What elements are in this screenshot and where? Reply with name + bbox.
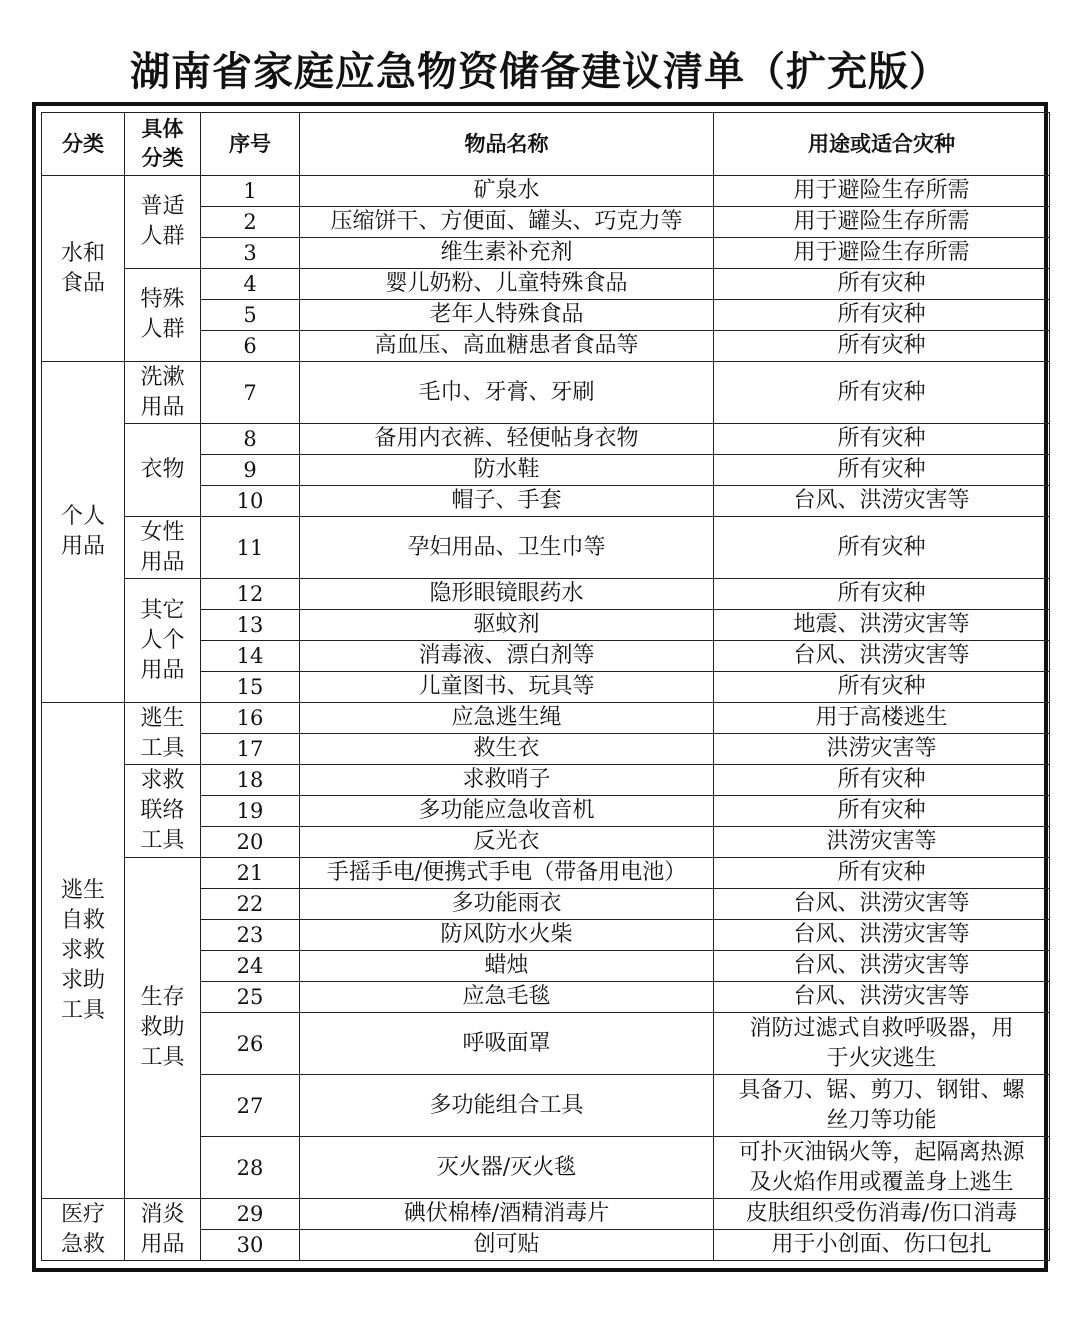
item-use: 所有灾种 [714, 300, 1050, 331]
row-number: 10 [201, 486, 300, 517]
header-item: 物品名称 [300, 113, 714, 176]
item-name: 备用内衣裤、轻便帖身衣物 [300, 424, 714, 455]
item-name: 多功能雨衣 [300, 889, 714, 920]
item-use: 地震、洪涝灾害等 [714, 610, 1050, 641]
item-use: 用于高楼逃生 [714, 703, 1050, 734]
item-name: 压缩饼干、方便面、罐头、巧克力等 [300, 207, 714, 238]
row-number: 26 [201, 1013, 300, 1075]
item-name: 灭火器/灭火毯 [300, 1137, 714, 1199]
subcategory-female: 女性 用品 [125, 517, 201, 579]
item-name: 高血压、高血糖患者食品等 [300, 331, 714, 362]
item-use: 用于小创面、伤口包扎 [714, 1230, 1050, 1261]
item-name: 矿泉水 [300, 176, 714, 207]
item-use: 用于避险生存所需 [714, 207, 1050, 238]
row-number: 11 [201, 517, 300, 579]
row-number: 21 [201, 858, 300, 889]
row-number: 9 [201, 455, 300, 486]
item-use: 所有灾种 [714, 858, 1050, 889]
header-index: 序号 [201, 113, 300, 176]
item-name: 应急逃生绳 [300, 703, 714, 734]
row-number: 5 [201, 300, 300, 331]
table-row [42, 765, 1050, 796]
row-number: 14 [201, 641, 300, 672]
item-name: 儿童图书、玩具等 [300, 672, 714, 703]
item-name: 手摇手电/便携式手电（带备用电池） [300, 858, 714, 889]
item-name: 应急毛毯 [300, 982, 714, 1013]
header-subcategory: 具体 分类 [125, 113, 201, 176]
item-use: 所有灾种 [714, 269, 1050, 300]
item-use: 所有灾种 [714, 579, 1050, 610]
item-name: 求救哨子 [300, 765, 714, 796]
category-food: 水和 食品 [42, 176, 125, 362]
item-use: 台风、洪涝灾害等 [714, 982, 1050, 1013]
subcategory-general: 普适 人群 [125, 176, 201, 269]
row-number: 18 [201, 765, 300, 796]
row-number: 12 [201, 579, 300, 610]
item-use: 所有灾种 [714, 331, 1050, 362]
item-name: 帽子、手套 [300, 486, 714, 517]
item-name: 反光衣 [300, 827, 714, 858]
item-name: 老年人特殊食品 [300, 300, 714, 331]
item-use: 用于避险生存所需 [714, 238, 1050, 269]
item-name: 婴儿奶粉、儿童特殊食品 [300, 269, 714, 300]
row-number: 28 [201, 1137, 300, 1199]
item-use: 所有灾种 [714, 424, 1050, 455]
row-number: 27 [201, 1075, 300, 1137]
item-name: 蜡烛 [300, 951, 714, 982]
item-name: 碘伏棉棒/酒精消毒片 [300, 1199, 714, 1230]
row-number: 2 [201, 207, 300, 238]
item-name: 多功能组合工具 [300, 1075, 714, 1137]
category-medical: 医疗 急救 [42, 1199, 125, 1261]
subcategory-escape-tools: 逃生 工具 [125, 703, 201, 765]
subcategory-special: 特殊 人群 [125, 269, 201, 362]
table-row [42, 703, 1050, 734]
row-number: 25 [201, 982, 300, 1013]
item-use: 台风、洪涝灾害等 [714, 486, 1050, 517]
item-use: 台风、洪涝灾害等 [714, 920, 1050, 951]
item-name: 防水鞋 [300, 455, 714, 486]
table-row [42, 858, 1050, 889]
item-use: 所有灾种 [714, 517, 1050, 579]
page-title: 湖南省家庭应急物资储备建议清单（扩充版） [130, 49, 950, 95]
header-category: 分类 [42, 113, 125, 176]
category-escape: 逃生 自救 求救 求助 工具 [42, 703, 125, 1199]
subcategory-rescue-tools: 求救 联络 工具 [125, 765, 201, 858]
subcategory-survival-tools: 生存 救助 工具 [125, 858, 201, 1199]
item-name: 驱蚊剂 [300, 610, 714, 641]
item-name: 隐形眼镜眼药水 [300, 579, 714, 610]
row-number: 29 [201, 1199, 300, 1230]
table-row [42, 424, 1050, 455]
category-personal: 个人 用品 [42, 362, 125, 703]
item-name: 维生素补充剂 [300, 238, 714, 269]
item-name: 孕妇用品、卫生巾等 [300, 517, 714, 579]
item-use: 台风、洪涝灾害等 [714, 641, 1050, 672]
subcategory-disinfect: 消炎 用品 [125, 1199, 201, 1261]
row-number: 8 [201, 424, 300, 455]
item-use: 洪涝灾害等 [714, 827, 1050, 858]
item-use: 所有灾种 [714, 455, 1050, 486]
row-number: 24 [201, 951, 300, 982]
table-row [42, 362, 1050, 424]
item-use: 所有灾种 [714, 362, 1050, 424]
header-use: 用途或适合灾种 [714, 113, 1050, 176]
item-use: 台风、洪涝灾害等 [714, 889, 1050, 920]
row-number: 17 [201, 734, 300, 765]
table-row [42, 176, 1050, 207]
item-name: 多功能应急收音机 [300, 796, 714, 827]
table-row [42, 579, 1050, 610]
item-name: 创可贴 [300, 1230, 714, 1261]
row-number: 7 [201, 362, 300, 424]
item-use: 用于避险生存所需 [714, 176, 1050, 207]
item-name: 毛巾、牙膏、牙刷 [300, 362, 714, 424]
table-row [42, 517, 1050, 579]
row-number: 19 [201, 796, 300, 827]
item-use: 具备刀、锯、剪刀、钢钳、螺 丝刀等功能 [714, 1075, 1050, 1137]
subcategory-wash: 洗漱 用品 [125, 362, 201, 424]
item-use: 皮肤组织受伤消毒/伤口消毒 [714, 1199, 1050, 1230]
row-number: 13 [201, 610, 300, 641]
row-number: 3 [201, 238, 300, 269]
item-name: 防风防水火柴 [300, 920, 714, 951]
item-use: 台风、洪涝灾害等 [714, 951, 1050, 982]
item-use: 所有灾种 [714, 765, 1050, 796]
row-number: 15 [201, 672, 300, 703]
row-number: 30 [201, 1230, 300, 1261]
item-use: 所有灾种 [714, 672, 1050, 703]
row-number: 20 [201, 827, 300, 858]
item-use: 消防过滤式自救呼吸器，用 于火灾逃生 [714, 1013, 1050, 1075]
item-name: 呼吸面罩 [300, 1013, 714, 1075]
table-row [42, 1199, 1050, 1230]
item-use: 洪涝灾害等 [714, 734, 1050, 765]
row-number: 4 [201, 269, 300, 300]
item-use: 可扑灭油锅火等，起隔离热源 及火焰作用或覆盖身上逃生 [714, 1137, 1050, 1199]
supply-table [41, 112, 1050, 1261]
row-number: 16 [201, 703, 300, 734]
row-number: 1 [201, 176, 300, 207]
subcategory-clothing: 衣物 [125, 424, 201, 517]
item-use: 所有灾种 [714, 796, 1050, 827]
item-name: 救生衣 [300, 734, 714, 765]
subcategory-other: 其它 人个 用品 [125, 579, 201, 703]
row-number: 22 [201, 889, 300, 920]
row-number: 23 [201, 920, 300, 951]
table-row [42, 269, 1050, 300]
table-header-row [42, 113, 1050, 176]
row-number: 6 [201, 331, 300, 362]
item-name: 消毒液、漂白剂等 [300, 641, 714, 672]
